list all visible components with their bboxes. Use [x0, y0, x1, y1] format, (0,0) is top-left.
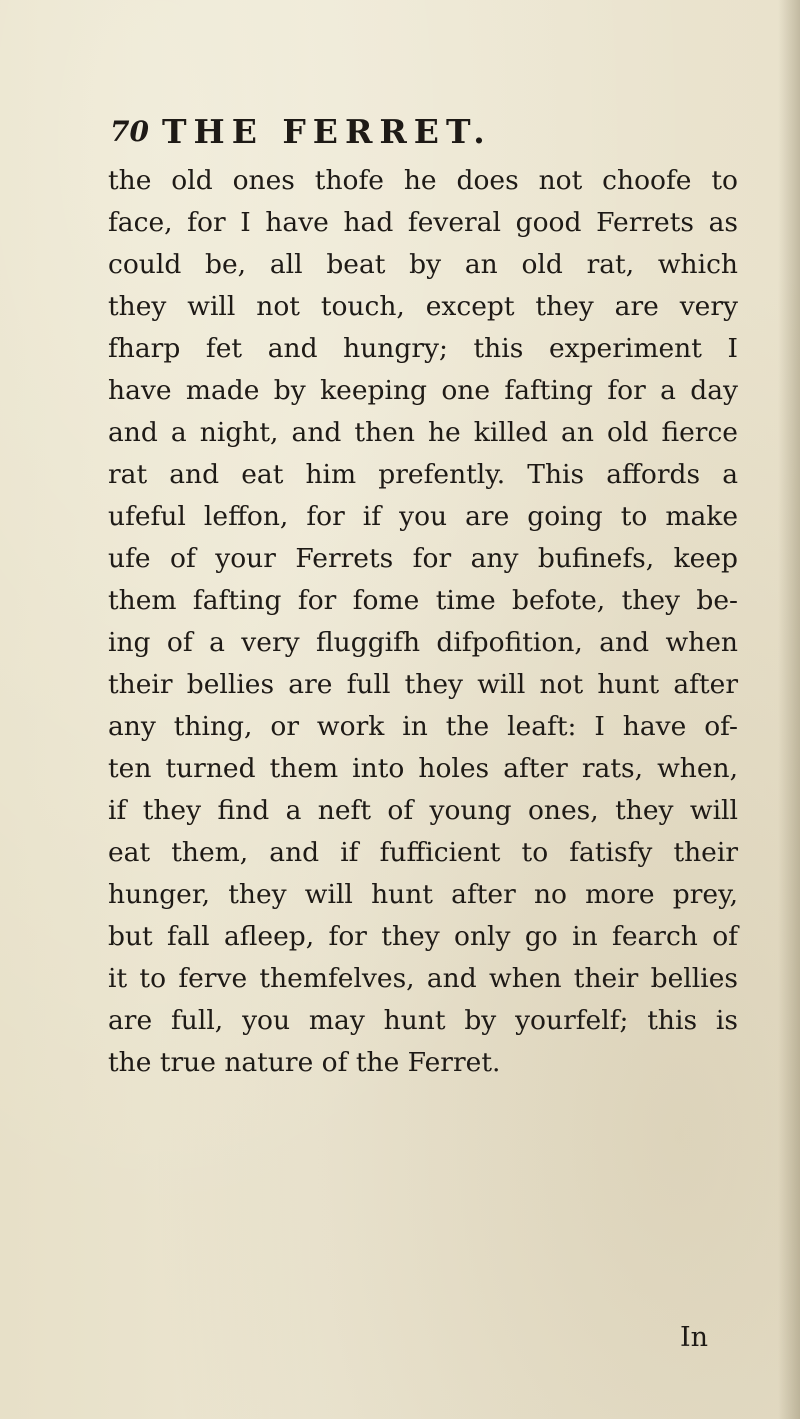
text-line: them fafting for fome time befote, they be-	[108, 585, 738, 616]
text-line: their bellies are full they will not hunt after	[108, 669, 738, 700]
text-line: fharp fet and hungry; this experiment I	[108, 333, 738, 364]
text-line: could be, all beat by an old rat, which	[108, 249, 738, 280]
text-line: ten turned them into holes after rats, when,	[108, 753, 738, 784]
running-title: THE FERRET.	[162, 112, 492, 151]
text-line: ufeful leffon, for if you are going to make	[108, 501, 738, 532]
text-line: eat them, and if fufficient to fatisfy their	[108, 837, 738, 868]
page-edge-shadow	[778, 0, 800, 1419]
text-line: ufe of your Ferrets for any bufinefs, keep	[108, 543, 738, 574]
text-line: hunger, they will hunt after no more prey,	[108, 879, 738, 910]
text-line: face, for I have had feveral good Ferrets as	[108, 207, 738, 238]
page-number: 70	[110, 115, 149, 148]
text-line: rat and eat him prefently. This affords a	[108, 459, 738, 490]
text-line: but fall afleep, for they only go in fearch of	[108, 921, 738, 952]
body-text	[108, 160, 738, 1084]
text-line: any thing, or work in the leaft: I have of-	[108, 711, 738, 742]
catchword: In	[680, 1322, 709, 1353]
text-line: are full, you may hunt by yourfelf; this is	[108, 1005, 738, 1036]
text-line: and a night, and then he killed an old fierce	[108, 417, 738, 448]
text-line: they will not touch, except they are very	[108, 291, 738, 322]
text-line: if they find a neft of young ones, they will	[108, 795, 738, 826]
text-line: have made by keeping one fafting for a day	[108, 375, 738, 406]
text-line: ing of a very fluggifh difpofition, and when	[108, 627, 738, 658]
page-header	[110, 112, 710, 152]
text-line: the old ones thofe he does not choofe to	[108, 165, 738, 196]
text-line: it to ferve themfelves, and when their bellies	[108, 963, 738, 994]
text-line-last: the true nature of the Ferret.	[108, 1047, 501, 1078]
